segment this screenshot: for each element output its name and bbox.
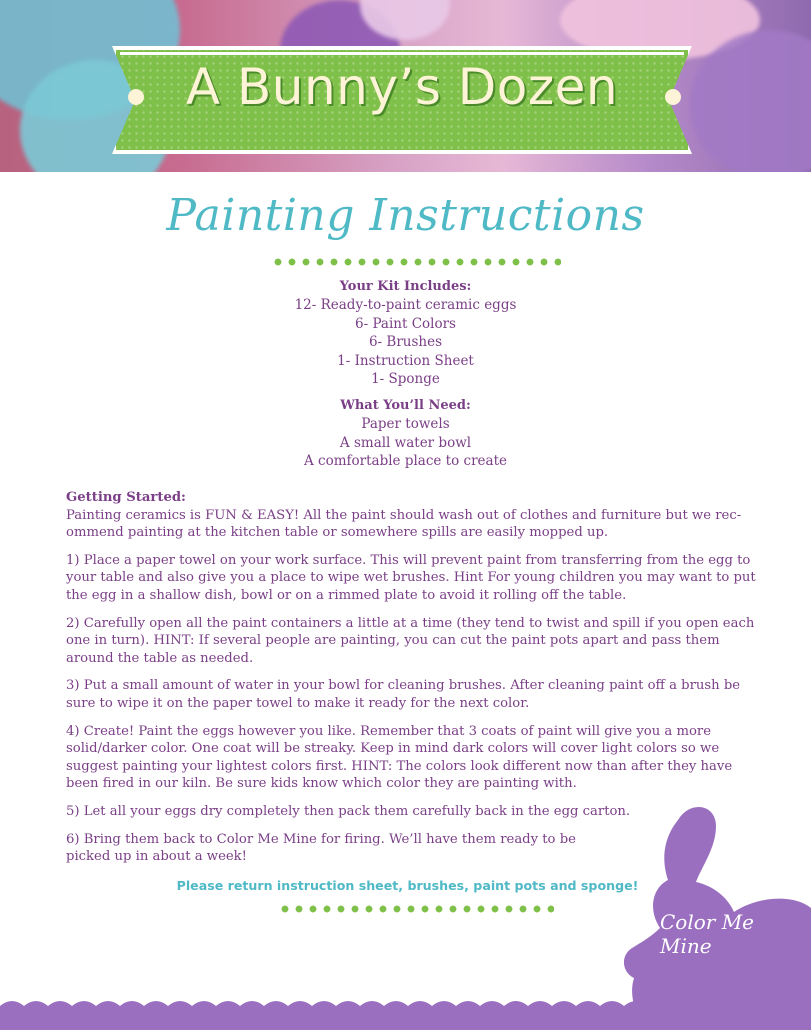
- dot-divider-bottom: [278, 905, 554, 913]
- getting-started-title: Getting Started:: [66, 490, 186, 505]
- scalloped-footer: [0, 996, 811, 1030]
- need-title: What You’ll Need:: [340, 398, 471, 413]
- list-item: 6- Brushes: [368, 334, 443, 351]
- hero-banner: [0, 0, 811, 172]
- page-heading: Painting Instructions: [166, 190, 645, 241]
- list-item: 12- Ready-to-paint ceramic eggs: [294, 297, 517, 313]
- brand-logo: Color Me Mine: [660, 910, 755, 958]
- need-section: [0, 398, 811, 471]
- step-2: 2) Carefully open all the paint containers a little at a time (they tend to twist and spill if you open each one in turn). HINT: If several people are painting, you can cut the paint pots apart and pass them around the table as needed.: [66, 615, 755, 666]
- list-item: A comfortable place to create: [304, 453, 507, 470]
- banner-title: A Bunny’s Dozen: [185, 58, 619, 116]
- list-item: A small water bowl: [339, 434, 472, 451]
- list-item: 6- Paint Colors: [355, 315, 456, 332]
- step-6: 6) Bring them back to Color Me Mine for firing. We’ll have them ready to be picked up in about a week!: [66, 831, 576, 865]
- list-item: Paper towels: [361, 416, 450, 432]
- step-1: 1) Place a paper towel on your work surface. This will prevent paint from transferring from the egg to your table and also give you a place to wipe wet brushes. Hint For young children you may want to put the egg in a shallow dish, bowl or on a rimmed plate to avoid it rolling off the table.: [66, 552, 756, 603]
- step-5: 5) Let all your eggs dry completely then pack them carefully back in the egg carton.: [66, 803, 631, 819]
- step-4: 4) Create! Paint the eggs however you like. Remember that 3 coats of paint will give you a more solid/darker color. One coat will be streaky. Keep in mind dark colors will cover light colors so we suggest painting your lightest colors first. HINT: The colors look different now than after they have been fired in our kiln. Be sure kids know which color they are painting with.: [66, 723, 733, 792]
- return-note: Please return instruction sheet, brushes, paint pots and sponge!: [176, 878, 639, 893]
- step-3: 3) Put a small amount of water in your bowl for cleaning brushes. After cleaning paint off a brush be sure to wipe it on the paper towel to make it ready for the next color.: [66, 678, 741, 711]
- list-item: 1- Instruction Sheet: [337, 352, 474, 369]
- dot-divider-top: [271, 258, 561, 266]
- list-item: 1- Sponge: [371, 371, 440, 388]
- intro-paragraph: Painting ceramics is FUN & EASY! All the paint should wash out of clothes and furniture but we rec-ommend painting at the kitchen table or somewhere spills are easily mopped up.: [66, 507, 742, 541]
- kit-title: Your Kit Includes:: [339, 279, 472, 294]
- kit-section: [0, 279, 811, 389]
